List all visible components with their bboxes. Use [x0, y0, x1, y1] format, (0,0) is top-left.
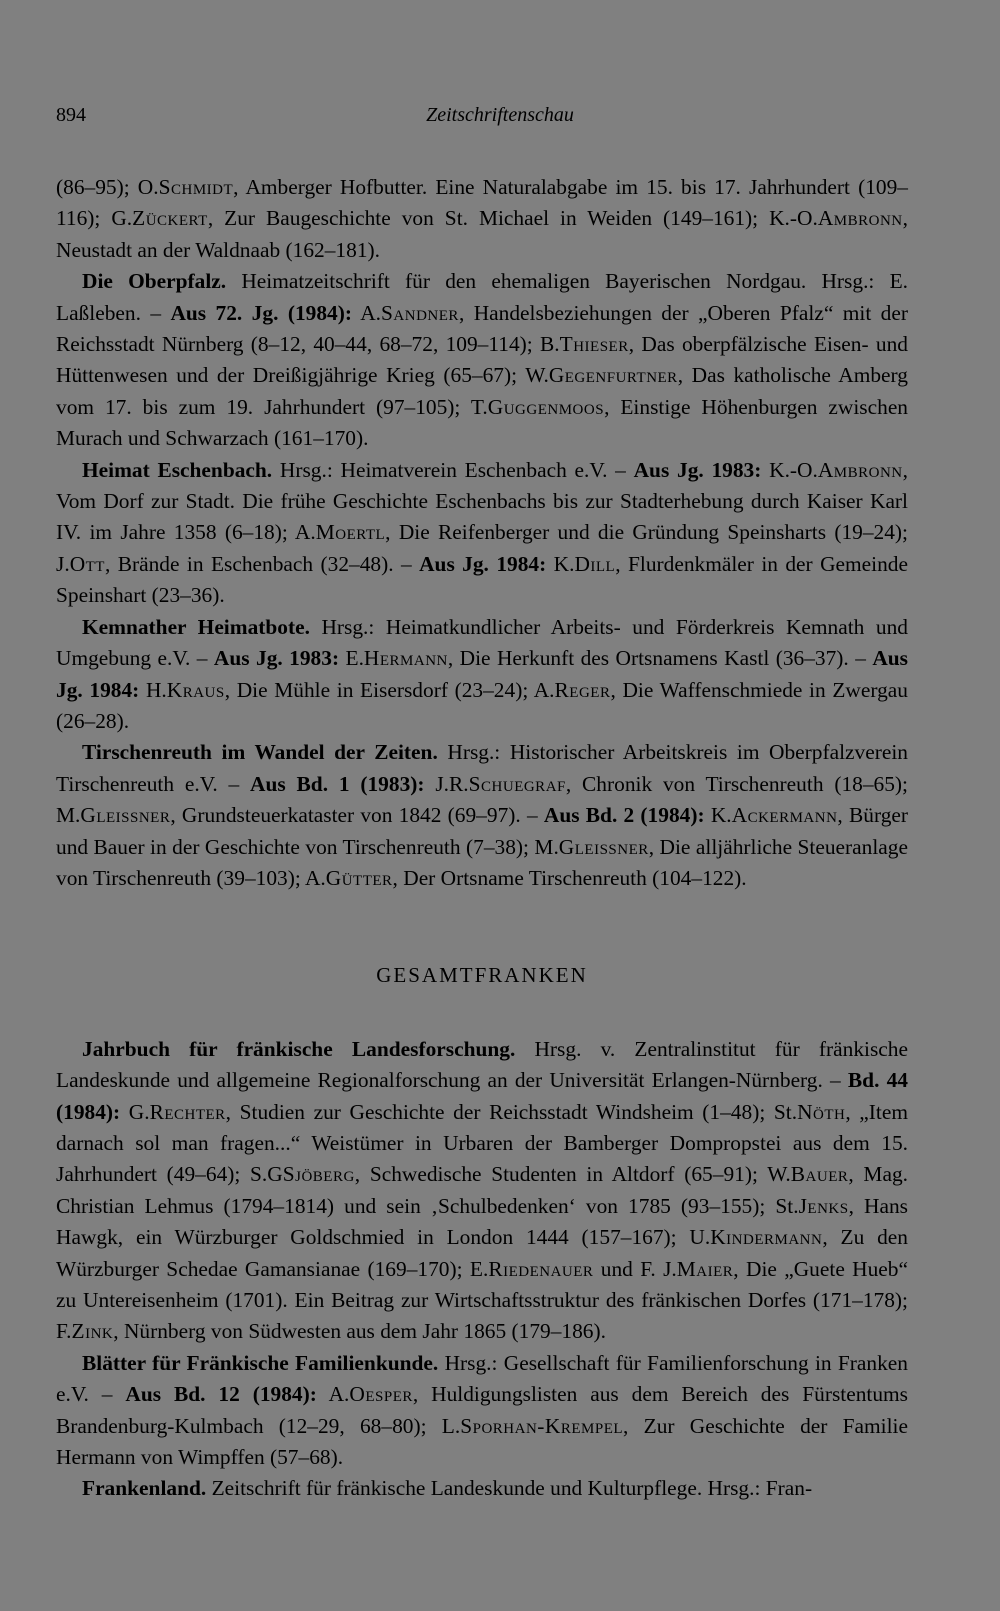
text-run: K.-O. [761, 457, 818, 482]
volume-label: Bd. 44 (1984): [56, 1068, 908, 1124]
journal-entry-tirschenreuth [56, 737, 908, 894]
author-name: Kindermann [710, 1225, 823, 1250]
text-run: K. [546, 551, 575, 576]
text-run: , Flurdenkmäler in der Gemeinde Speinshart (23–36). [56, 551, 908, 608]
author-name: Ackermann [731, 803, 838, 828]
text-run: Zeitschrift für fränkische Landeskunde und Kulturpflege. Hrsg.: Fran- [206, 1476, 813, 1501]
text-run: , Das katholische Amberg vom 17. bis zum 19. Jahrhundert (97–105); T. [56, 363, 908, 419]
author-name: Riedenauer [488, 1256, 594, 1281]
author-name: Schuegraf [468, 771, 566, 796]
journal-entry-blaetter [56, 1348, 908, 1474]
text-run: Hrsg.: Gesellschaft für Familienforschung in Franken e.V. – [56, 1350, 908, 1407]
text-run: , Die Herkunft des Ortsnamens Kastl (36–37). – [447, 646, 873, 671]
running-title: Zeitschriftenschau [426, 104, 574, 126]
author-name: Jenks [798, 1193, 849, 1218]
journal-entry-jahrbuch [56, 1034, 908, 1348]
author-name: Zink [71, 1319, 114, 1344]
page-number: 894 [56, 104, 86, 126]
volume-label: Aus Jg. 1984: [56, 646, 908, 702]
text-run: , Die „Guete Hueb“ zu Untereisenheim (1701). Ein Beitrag zur Wirtschaftsstruktur des fränkischen Dorfes (171–178); F. [56, 1256, 908, 1344]
text-run: , Hans Hawgk, ein Würzburger Goldschmied in London 1444 (157–167); U. [56, 1193, 908, 1250]
author-name: Maier [676, 1256, 734, 1281]
text-run: H. [139, 677, 167, 702]
author-name: Zückert [132, 206, 208, 231]
journal-entry-eschenbach [56, 455, 908, 612]
text-run: und F. J. [593, 1256, 677, 1281]
volume-label: Aus Bd. 12 (1984): [125, 1382, 317, 1407]
text-run: J.R. [424, 771, 469, 796]
author-name: Hermann [363, 646, 448, 671]
text-run: , Schwedische Studenten in Altdorf (65–91); W. [354, 1162, 791, 1187]
text-run: , Amberger Hofbutter. Eine Naturalabgabe im 15. bis 17. Jahrhundert (109–116); G. [56, 175, 909, 231]
text-run: , Huldigungslisten aus dem Bereich des Fürstentums Brandenburg-Kulmbach (12–29, 68–80); L. [56, 1382, 909, 1438]
author-name: Dill [574, 551, 616, 576]
text-run: , Die Mühle in Eisersdorf (23–24); A. [224, 677, 555, 702]
text-run: , Die Waffenschmiede in Zwergau (26–28). [56, 677, 908, 733]
text-run: , Das oberpfälzische Eisen- und Hüttenwesen und der Dreißigjährige Krieg (65–67); W. [56, 332, 908, 388]
author-name: Schmidt [158, 175, 234, 199]
text-run: , Neustadt an der Waldnaab (162–181). [56, 206, 908, 262]
text-run: , Handelsbeziehungen der „Oberen Pfalz“ mit der Reichsstadt Nürnberg (8–12, 40–44, 68–72, 109–114); B. [56, 300, 908, 357]
author-name: Gleissner [80, 803, 171, 828]
text-run: , Einstige Höhenburgen zwischen Murach und Schwarzach (161–170). [56, 394, 909, 451]
author-name: Bauer [790, 1162, 849, 1187]
text-run: Hrsg. v. Zentralinstitut für fränkische Landeskunde und allgemeine Regionalforschung an der Universität Erlangen-Nürnberg. – [56, 1036, 908, 1093]
journal-entry-frankenland [56, 1473, 908, 1504]
author-name: Ambronn [817, 457, 903, 482]
text-run: , Brände in Eschenbach (32–48). – [104, 551, 420, 576]
text-run: , Bürger und Bauer in der Geschichte von Tirschenreuth (7–38); M. [56, 803, 909, 859]
text-run: K. [704, 803, 732, 828]
author-name: Gleissner [558, 834, 649, 859]
text-run: Hrsg.: Heimatverein Eschenbach e.V. – [272, 457, 634, 482]
author-name: Ambronn [817, 206, 903, 231]
text-run: , Studien zur Geschichte der Reichsstadt Windsheim (1–48); St. [225, 1099, 798, 1124]
page-content [56, 172, 908, 1505]
text-run: (86–95); O. [56, 175, 159, 199]
text-run: , Die Reifenberger und die Gründung Speinsharts (19–24); J. [56, 520, 908, 576]
author-name: Gütter [325, 865, 393, 890]
volume-label: Aus Bd. 1 (1983): [250, 771, 425, 796]
text-run: , Zur Baugeschichte von St. Michael in Weiden (149–161); K.-O. [207, 206, 818, 231]
journal-title: Heimat Eschenbach. [82, 457, 273, 482]
journal-title: Blätter für Fränkische Familienkunde. [82, 1350, 439, 1375]
text-run: A. [352, 300, 382, 325]
text-run: , Der Ortsname Tirschenreuth (104–122). [392, 865, 747, 890]
author-name: Sporhan-Krempel [460, 1413, 624, 1438]
author-name: Thieser [559, 332, 629, 357]
text-run: Hrsg.: Heimatkundlicher Arbeits- und Förderkreis Kemnath und Umgebung e.V. – [56, 614, 908, 671]
author-name: Sandner [381, 300, 459, 325]
volume-label: Aus 72. Jg. (1984): [170, 300, 352, 325]
text-run: , „Item darnach sol man fragen...“ Weistümer in Urbaren der Bamberger Dompropstei aus dem 15. Jahrhundert (49–64); S.G [56, 1099, 908, 1187]
text-run: Heimatzeitschrift für den ehemaligen Bayerischen Nordgau. Hrsg.: E. Laßleben. – [56, 269, 908, 325]
text-run: , Mag. Christian Lehmus (1794–1814) und sein ‚Schulbedenken‘ von 1785 (93–155); St. [56, 1162, 908, 1218]
text-run: , Zur Geschichte der Familie Hermann von Wimpffen (57–68). [56, 1413, 908, 1470]
text-run: E. [339, 646, 364, 671]
journal-title: Tirschenreuth im Wandel der Zeiten. [82, 740, 438, 765]
text-run: , Chronik von Tirschenreuth (18–65); M. [56, 771, 908, 828]
journal-title: Kemnather Heimatbote. [82, 614, 310, 639]
author-name: Moertl [315, 520, 386, 545]
author-name: Nöth [797, 1099, 846, 1124]
volume-label: Aus Jg. 1983: [213, 646, 340, 671]
text-run: , Grundsteuerkataster von 1842 (69–97). – [170, 803, 544, 828]
author-name: Rechter [149, 1099, 226, 1124]
author-name: Reger [554, 677, 611, 702]
text-run: A. [316, 1382, 350, 1407]
author-name: Guggenmoos [487, 394, 605, 419]
volume-label: Aus Jg. 1984: [419, 551, 547, 576]
text-run: , Vom Dorf zur Stadt. Die frühe Geschichte Eschenbachs bis zur Stadterhebung durch Kaiser Karl IV. im Jahre 1358 (6–18); A. [56, 457, 908, 545]
author-name: Ott [69, 551, 105, 576]
author-name: Gegenfurtner [548, 363, 678, 388]
author-name: Kraus [166, 677, 225, 702]
text-run: , Zu den Würzburger Schedae Gamansianae (169–170); E. [56, 1225, 908, 1281]
author-name: Sjöberg [282, 1162, 355, 1187]
journal-title: Die Oberpfalz. [82, 269, 227, 294]
journal-title: Frankenland. [82, 1476, 207, 1501]
volume-label: Aus Bd. 2 (1984): [543, 803, 705, 828]
text-run: , Nürnberg von Südwesten aus dem Jahr 1865 (179–186). [113, 1319, 606, 1344]
journal-title: Jahrbuch für fränkische Landesforschung. [82, 1036, 516, 1061]
journal-entry-oberpfalz [56, 266, 908, 454]
text-run: Hrsg.: Historischer Arbeitskreis im Oberpfalzverein Tirschenreuth e.V. – [56, 740, 908, 796]
journal-entry-kemnather [56, 612, 908, 738]
continued-entry [56, 172, 908, 266]
volume-label: Aus Jg. 1983: [633, 457, 762, 482]
author-name: Oesper [349, 1382, 413, 1407]
text-run: , Die alljährliche Steueranlage von Tirschenreuth (39–103); A. [56, 834, 908, 890]
page-header [56, 104, 944, 134]
section-heading: GESAMTFRANKEN [376, 963, 588, 988]
text-run: G. [120, 1099, 150, 1124]
